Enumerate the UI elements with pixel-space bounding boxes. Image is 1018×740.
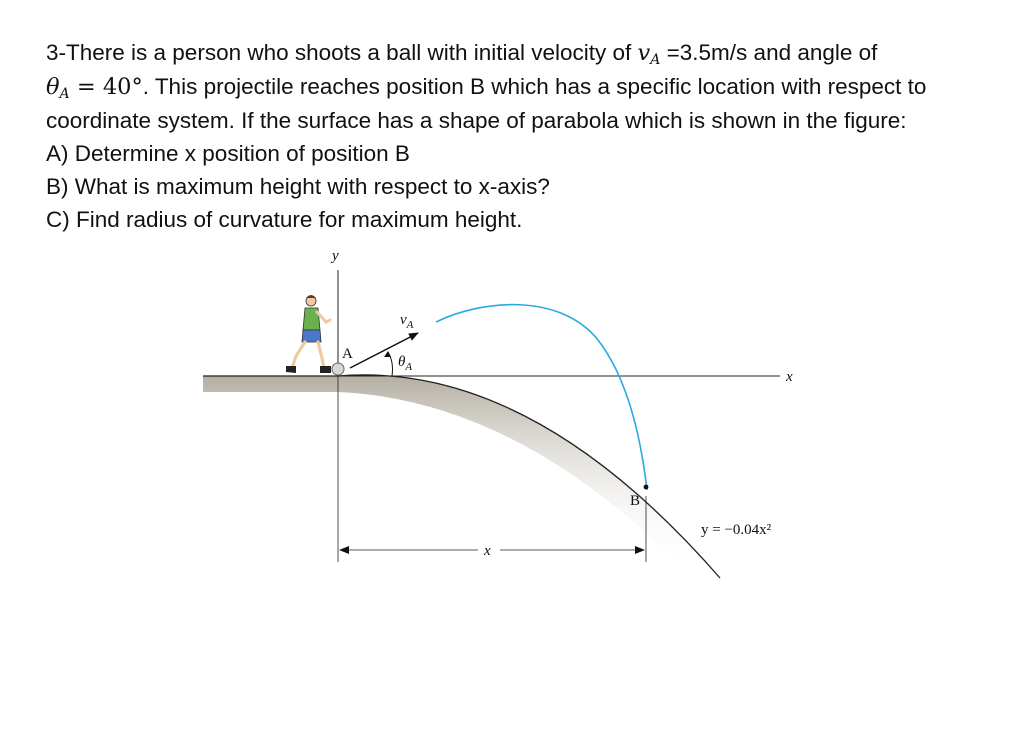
problem-text: . This projectile reaches position B which has a specific location with respect to (142, 74, 927, 99)
question-c: C) Find radius of curvature for maximum height. (46, 207, 523, 232)
angle-arc-arrow (384, 351, 391, 357)
dimension-arrow-left (339, 546, 349, 554)
dimension-arrow-right (635, 546, 645, 554)
angle-label-symbol: θ (398, 354, 406, 370)
point-a-label: A (342, 346, 353, 362)
question-a: A) Determine x position of position B (46, 141, 410, 166)
angle-label (398, 354, 412, 373)
ground-shadow (203, 375, 720, 575)
ball (332, 363, 344, 375)
velocity-subscript: A (650, 52, 661, 68)
angle-subscript: A (59, 86, 70, 102)
problem-text: =3.5m/s and angle of (660, 40, 878, 65)
point-b-label: B (630, 493, 641, 509)
angle-value: = 40° (69, 74, 143, 100)
point-b-marker (644, 485, 649, 490)
velocity-symbol: v (637, 40, 651, 66)
question-b: B) What is maximum height with respect to x-axis? (46, 174, 550, 199)
velocity-label-subscript: A (406, 319, 414, 331)
problem-line-3: coordinate system. If the surface has a shape of parabola which is shown in the figure: (46, 108, 907, 133)
person-illustration (286, 295, 331, 373)
angle-label-subscript: A (405, 361, 413, 373)
angle-symbol: θ (46, 74, 60, 100)
dimension-label: x (484, 543, 491, 559)
surface-equation: y = −0.04x² (701, 522, 772, 538)
velocity-label-symbol: v (400, 312, 407, 328)
velocity-label (400, 312, 414, 331)
problem-text: 3-There is a person who shoots a ball with initial velocity of (46, 40, 638, 65)
x-axis-label: x (786, 369, 793, 385)
y-axis-label: y (332, 248, 339, 264)
